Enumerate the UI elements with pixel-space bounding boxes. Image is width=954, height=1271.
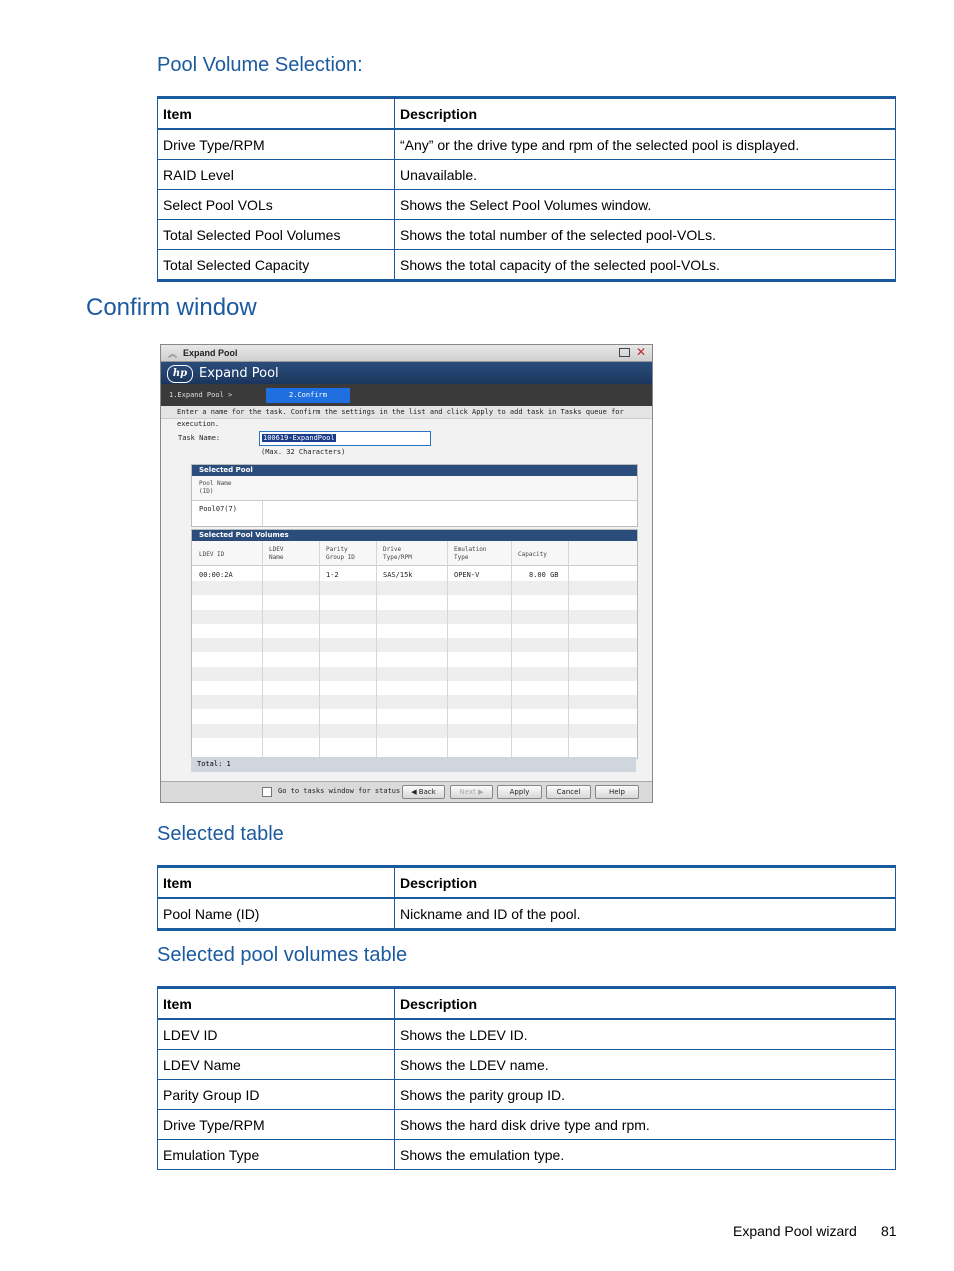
step-expand-pool: 1.Expand Pool > (169, 391, 233, 399)
column-ldev-id[interactable]: LDEV ID (199, 551, 225, 558)
total-count: Total: 1 (191, 757, 636, 772)
cell-description: “Any” or the drive type and rpm of the selected pool is displayed. (395, 129, 896, 160)
hp-logo: hp (167, 365, 193, 383)
parity-group-cell: 1-2 (326, 571, 339, 579)
cell-item: Parity Group ID (158, 1080, 395, 1110)
header-item: Item (158, 98, 395, 130)
page-footer-label: Expand Pool wizard (733, 1223, 857, 1239)
cell-item: Drive Type/RPM (158, 1110, 395, 1140)
table-row (158, 1110, 896, 1140)
cell-item: LDEV ID (158, 1019, 395, 1050)
go-to-tasks-checkbox[interactable] (262, 787, 272, 797)
collapse-icon[interactable]: ︽ (168, 350, 178, 360)
task-name-input[interactable] (259, 431, 431, 446)
next-button[interactable]: Next ▶ (450, 785, 493, 799)
selected-table (157, 865, 896, 931)
close-icon[interactable]: ✕ (635, 345, 646, 359)
table-row (158, 160, 896, 190)
go-to-tasks-label: Go to tasks window for status (278, 787, 401, 795)
pool-volume-selection-table (157, 96, 896, 282)
section-title-selected-pool-volumes-table: Selected pool volumes table (157, 944, 408, 966)
header-item: Item (158, 988, 395, 1020)
capacity-cell: 8.00 GB (529, 571, 559, 579)
table-row (158, 1019, 896, 1050)
cell-description: Shows the LDEV ID. (395, 1019, 896, 1050)
table-row (158, 1140, 896, 1170)
cell-description: Shows the LDEV name. (395, 1050, 896, 1080)
selected-pool-volumes-table (157, 986, 896, 1170)
selected-pool-volumes-panel (191, 529, 638, 759)
table-header-row (158, 988, 896, 1020)
cell-description: Shows the hard disk drive type and rpm. (395, 1110, 896, 1140)
column-parity-group-id[interactable]: Parity Group ID (326, 546, 355, 561)
selected-pool-header: Selected Pool (192, 465, 637, 476)
cell-item: Total Selected Pool Volumes (158, 220, 395, 250)
expand-pool-dialog-screenshot (160, 344, 653, 803)
step-confirm: 2.Confirm (266, 388, 350, 403)
table-row (158, 250, 896, 281)
task-name-value: 100619-ExpandPool (263, 434, 335, 442)
selected-pool-panel (191, 464, 638, 527)
table-row (158, 220, 896, 250)
cell-item: LDEV Name (158, 1050, 395, 1080)
table-row (158, 190, 896, 220)
pool-name-cell: Pool07(7) (199, 505, 237, 513)
dialog-footer (161, 781, 652, 802)
cell-description: Shows the parity group ID. (395, 1080, 896, 1110)
column-ldev-name[interactable]: LDEV Name (269, 546, 284, 561)
ldev-id-cell: 00:00:2A (199, 571, 233, 579)
dialog-banner (161, 362, 652, 384)
banner-title: Expand Pool (199, 366, 279, 381)
instruction-text: Enter a name for the task. Confirm the settings in the list and click Apply to add task in Tasks queue for execution. (161, 406, 652, 419)
drive-type-cell: SAS/15k (383, 571, 413, 579)
back-button[interactable]: ◀ Back (402, 785, 445, 799)
selected-pool-volumes-header: Selected Pool Volumes (192, 530, 637, 541)
cell-item: Drive Type/RPM (158, 129, 395, 160)
header-description: Description (395, 988, 896, 1020)
max-characters-note: (Max. 32 Characters) (261, 448, 346, 456)
apply-button[interactable]: Apply (497, 785, 542, 799)
column-emulation-type[interactable]: Emulation Type (454, 546, 487, 561)
page-number: 81 (881, 1223, 897, 1239)
dialog-window-title: Expand Pool (183, 348, 238, 358)
cell-description: Nickname and ID of the pool. (395, 898, 896, 930)
table-row (158, 1080, 896, 1110)
column-capacity[interactable]: Capacity (518, 551, 547, 558)
wizard-steps (161, 384, 652, 406)
header-description: Description (395, 867, 896, 899)
header-item: Item (158, 867, 395, 899)
cell-item: Total Selected Capacity (158, 250, 395, 281)
dialog-titlebar (161, 345, 652, 362)
section-title-pool-volume-selection: Pool Volume Selection: (157, 54, 363, 76)
table-row (158, 129, 896, 160)
column-pool-name[interactable]: Pool Name (ID) (199, 480, 232, 495)
cell-item: RAID Level (158, 160, 395, 190)
cell-description: Unavailable. (395, 160, 896, 190)
column-drive-type[interactable]: Drive Type/RPM (383, 546, 412, 561)
section-title-confirm-window: Confirm window (86, 294, 257, 321)
section-title-selected-table: Selected table (157, 823, 284, 845)
cell-item: Emulation Type (158, 1140, 395, 1170)
table-row (158, 1050, 896, 1080)
cell-item: Pool Name (ID) (158, 898, 395, 930)
table-row (158, 898, 896, 930)
table-header-row (158, 867, 896, 899)
help-button[interactable]: Help (595, 785, 639, 799)
cell-description: Shows the total capacity of the selected pool-VOLs. (395, 250, 896, 281)
cell-item: Select Pool VOLs (158, 190, 395, 220)
cancel-button[interactable]: Cancel (546, 785, 591, 799)
emulation-type-cell: OPEN-V (454, 571, 480, 579)
task-name-label: Task Name: (178, 434, 221, 442)
cell-description: Shows the emulation type. (395, 1140, 896, 1170)
header-description: Description (395, 98, 896, 130)
table-header-row (158, 98, 896, 130)
cell-description: Shows the total number of the selected pool-VOLs. (395, 220, 896, 250)
cell-description: Shows the Select Pool Volumes window. (395, 190, 896, 220)
maximize-icon[interactable] (619, 348, 630, 357)
